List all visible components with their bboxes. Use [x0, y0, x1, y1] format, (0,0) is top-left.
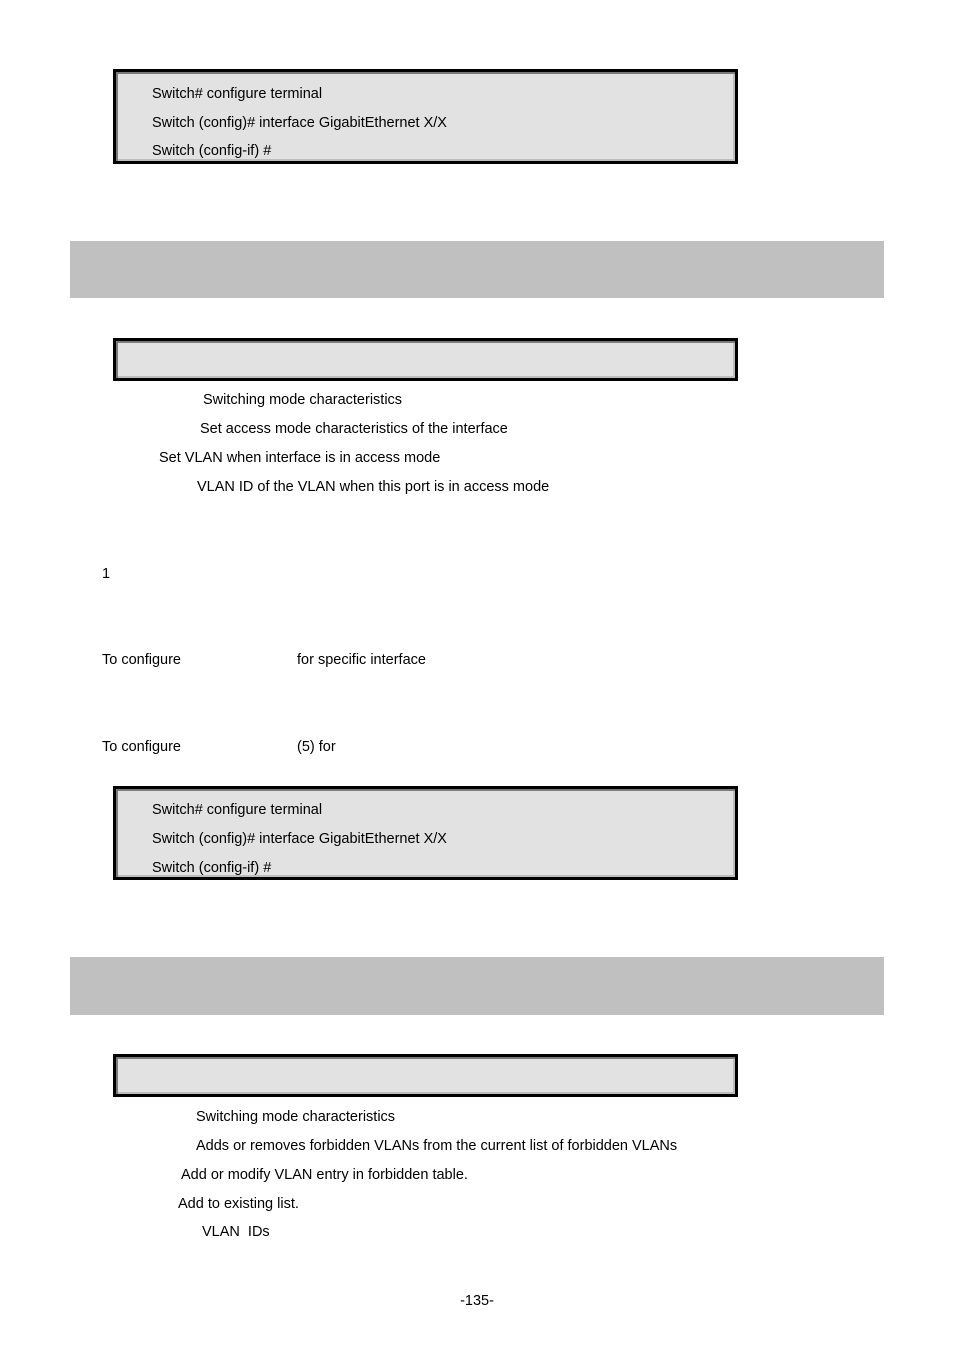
code-line: Switch (config-if) # — [152, 860, 272, 876]
section-heading-band-2 — [70, 957, 884, 1015]
command-syntax-box-1 — [113, 338, 738, 381]
code-line: Switch# configure terminal — [152, 802, 323, 818]
param-description: Add to existing list. — [178, 1196, 299, 1212]
default-value: 1 — [102, 566, 111, 582]
page-number: -135- — [460, 1293, 494, 1309]
command-syntax-box-2 — [113, 1054, 738, 1097]
code-line: Switch (config)# interface GigabitEthernet X/X — [152, 831, 447, 847]
section-heading-band-1 — [70, 241, 884, 298]
example-code-block-1 — [113, 69, 738, 164]
param-description: VLAN IDs — [202, 1224, 270, 1240]
code-line: Switch# configure terminal — [152, 86, 323, 102]
usage-text-prefix: To configure — [102, 652, 181, 668]
param-description: Switching mode characteristics — [196, 1109, 396, 1125]
example-text-suffix: (5) for — [297, 739, 336, 755]
param-description: Adds or removes forbidden VLANs from the current list of forbidden VLANs — [196, 1138, 678, 1154]
example-code-block-2 — [113, 786, 738, 880]
code-line: Switch (config)# interface GigabitEthernet X/X — [152, 115, 447, 131]
code-line: Switch (config-if) # — [152, 143, 272, 159]
example-text-prefix: To configure — [102, 739, 181, 755]
param-description: Switching mode characteristics — [203, 392, 403, 408]
param-description: Set access mode characteristics of the interface — [200, 421, 508, 437]
usage-text-suffix: for specific interface — [297, 652, 426, 668]
param-description: Set VLAN when interface is in access mode — [159, 450, 441, 466]
param-description: VLAN ID of the VLAN when this port is in access mode — [197, 479, 550, 495]
param-description: Add or modify VLAN entry in forbidden table. — [181, 1167, 468, 1183]
